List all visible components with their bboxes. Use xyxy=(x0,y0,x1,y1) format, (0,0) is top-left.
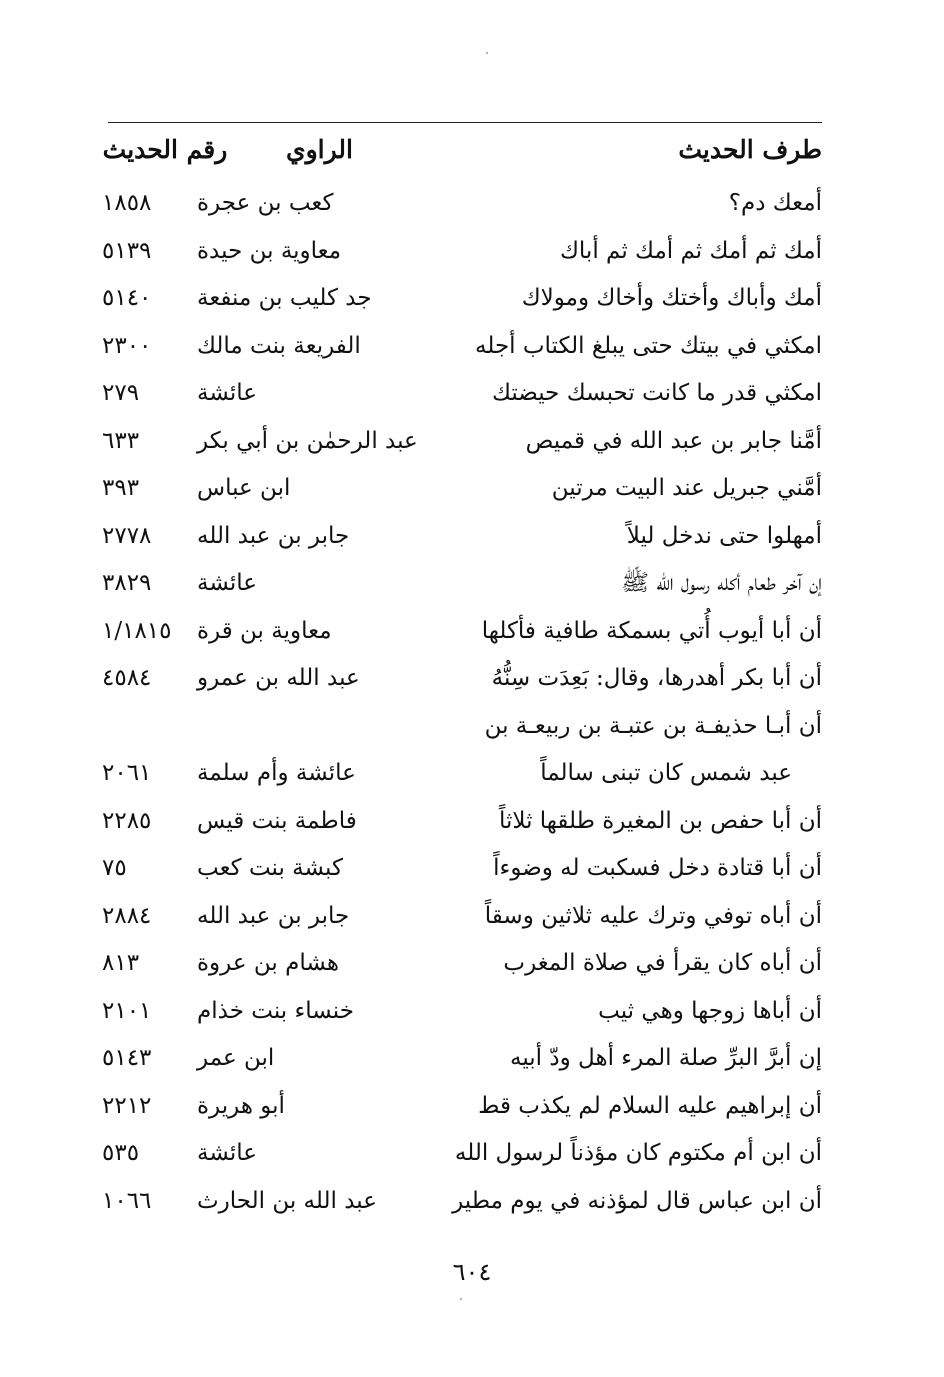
header-narrator: الراوي xyxy=(286,135,353,164)
hadith-number: ٥٣٥ xyxy=(102,1140,140,1166)
hadith-text: أمَّنا جابر بن عبد الله في قميص xyxy=(525,427,822,454)
table-row xyxy=(100,465,822,513)
hadith-text: أن أباه كان يقرأ في صلاة المغرب xyxy=(503,950,822,976)
table-row xyxy=(100,940,822,988)
table-row xyxy=(100,988,822,1036)
hadith-text: أن إبراهيم عليه السلام لم يكذب قط xyxy=(478,1092,822,1119)
hadith-number: ٥١٤٣ xyxy=(102,1045,152,1071)
table-row xyxy=(100,1035,822,1083)
table-row xyxy=(100,1083,822,1131)
hadith-number: ١٨٥٨ xyxy=(102,190,152,216)
header-rule xyxy=(108,122,822,123)
table-row xyxy=(100,228,822,276)
hadith-text: امكثي في بيتك حتى يبلغ الكتاب أجله xyxy=(475,332,822,359)
hadith-text: إن آخر طعام أكله رسول الله ﷺ xyxy=(621,570,822,596)
narrator: معاوية بن قرة xyxy=(197,617,332,644)
table-row xyxy=(100,703,822,751)
hadith-number: ٣٩٣ xyxy=(102,475,140,501)
table-row xyxy=(100,845,822,893)
hadith-text: أن ابن أم مكتوم كان مؤذناً لرسول الله xyxy=(454,1140,822,1166)
narrator: عائشة xyxy=(197,1140,257,1166)
narrator: خنساء بنت خذام xyxy=(197,997,354,1024)
hadith-number: ٣٨٢٩ xyxy=(102,570,152,596)
narrator: جد كليب بن منفعة xyxy=(197,285,372,311)
hadith-number: ٢٨٨٤ xyxy=(102,902,152,929)
hadith-number: ٢٠٦١ xyxy=(102,760,152,786)
narrator: أبو هريرة xyxy=(197,1092,285,1119)
hadith-number: ٢٧٧٨ xyxy=(102,522,152,549)
narrator: ابن عمر xyxy=(197,1045,275,1071)
narrator: عبد الرحمٰن بن أبي بكر xyxy=(197,427,418,454)
table-header xyxy=(100,128,822,172)
narrator: فاطمة بنت قيس xyxy=(197,807,357,834)
narrator: كعب بن عجرة xyxy=(197,190,334,216)
hadith-text: أمك ثم أمك ثم أمك ثم أباك xyxy=(559,237,822,264)
table-row xyxy=(100,893,822,941)
hadith-number: ١/١٨١٥ xyxy=(102,617,172,644)
hadith-text: أمَّني جبريل عند البيت مرتين xyxy=(551,475,822,501)
hadith-text: أن أباها زوجها وهي ثيب xyxy=(598,997,822,1024)
table-row xyxy=(100,655,822,703)
paper-speck xyxy=(460,1298,462,1300)
narrator: عبد الله بن عمرو xyxy=(197,665,360,691)
hadith-text: أمك وأباك وأختك وأخاك ومولاك xyxy=(521,285,822,311)
narrator: جابر بن عبد الله xyxy=(197,522,350,549)
paper-speck xyxy=(486,52,488,54)
hadith-index-table xyxy=(100,180,822,1225)
page-number: ٦٠٤ xyxy=(452,1258,492,1286)
hadith-text: أمعك دم؟ xyxy=(728,190,822,216)
hadith-number: ٥١٤٠ xyxy=(102,285,152,311)
hadith-text: أن أبا بكر أهدرها، وقال: بَعِدَت سِنُّهُ xyxy=(491,665,822,691)
narrator: عبد الله بن الحارث xyxy=(197,1187,377,1214)
hadith-number: ٧٥ xyxy=(102,855,127,881)
table-row xyxy=(100,750,822,798)
table-row xyxy=(100,418,822,466)
hadith-text: امكثي قدر ما كانت تحبسك حيضتك xyxy=(491,380,822,406)
hadith-text: عبد شمس كان تبنى سالماً xyxy=(540,760,792,786)
table-row xyxy=(100,1178,822,1226)
narrator: جابر بن عبد الله xyxy=(197,902,350,929)
narrator: ابن عباس xyxy=(197,475,291,501)
hadith-number: ٢٣٠٠ xyxy=(102,332,152,359)
hadith-number: ٢٧٩ xyxy=(102,380,140,406)
hadith-number: ٥١٣٩ xyxy=(102,237,152,264)
table-row xyxy=(100,560,822,608)
table-row xyxy=(100,608,822,656)
hadith-text: أن ابن عباس قال لمؤذنه في يوم مطير xyxy=(452,1187,822,1214)
narrator: كبشة بنت كعب xyxy=(197,855,343,881)
hadith-number: ١٠٦٦ xyxy=(102,1187,152,1214)
narrator: الفريعة بنت مالك xyxy=(197,332,361,359)
hadith-number: ٢٢٨٥ xyxy=(102,807,152,834)
narrator: معاوية بن حيدة xyxy=(197,237,342,264)
hadith-number: ٨١٣ xyxy=(102,950,140,976)
hadith-number: ٢٢١٢ xyxy=(102,1092,152,1119)
hadith-text: أن أبا أيوب أُتي بسمكة طافية فأكلها xyxy=(481,617,822,644)
hadith-number: ٢١٠١ xyxy=(102,997,152,1024)
table-row xyxy=(100,1130,822,1178)
table-row xyxy=(100,370,822,418)
hadith-number: ٦٣٣ xyxy=(102,427,140,454)
table-row xyxy=(100,275,822,323)
narrator: هشام بن عروة xyxy=(197,950,339,976)
hadith-text: أن أبا قتادة دخل فسكبت له وضوءاً xyxy=(493,855,822,881)
narrator: عائشة xyxy=(197,570,257,596)
narrator: عائشة xyxy=(197,380,257,406)
table-row xyxy=(100,798,822,846)
table-row xyxy=(100,323,822,371)
hadith-text: إن أبرَّ البرِّ صلة المرء أهل ودّ أبيه xyxy=(510,1045,822,1071)
hadith-text: أن أبـا حذيفـة بن عتبـة بن ربيعـة بن xyxy=(484,712,822,739)
header-hadith-number: رقم الحديث xyxy=(102,135,228,164)
hadith-text: أن أبا حفص بن المغيرة طلقها ثلاثاً xyxy=(498,807,822,834)
table-row xyxy=(100,180,822,228)
hadith-text: أمهلوا حتى ندخل ليلاً xyxy=(626,522,822,549)
hadith-text: أن أباه توفي وترك عليه ثلاثين وسقاً xyxy=(484,902,822,929)
header-hadith-text: طرف الحديث xyxy=(678,135,822,164)
hadith-number: ٤٥٨٤ xyxy=(102,665,152,691)
table-row xyxy=(100,513,822,561)
narrator: عائشة وأم سلمة xyxy=(197,760,356,786)
